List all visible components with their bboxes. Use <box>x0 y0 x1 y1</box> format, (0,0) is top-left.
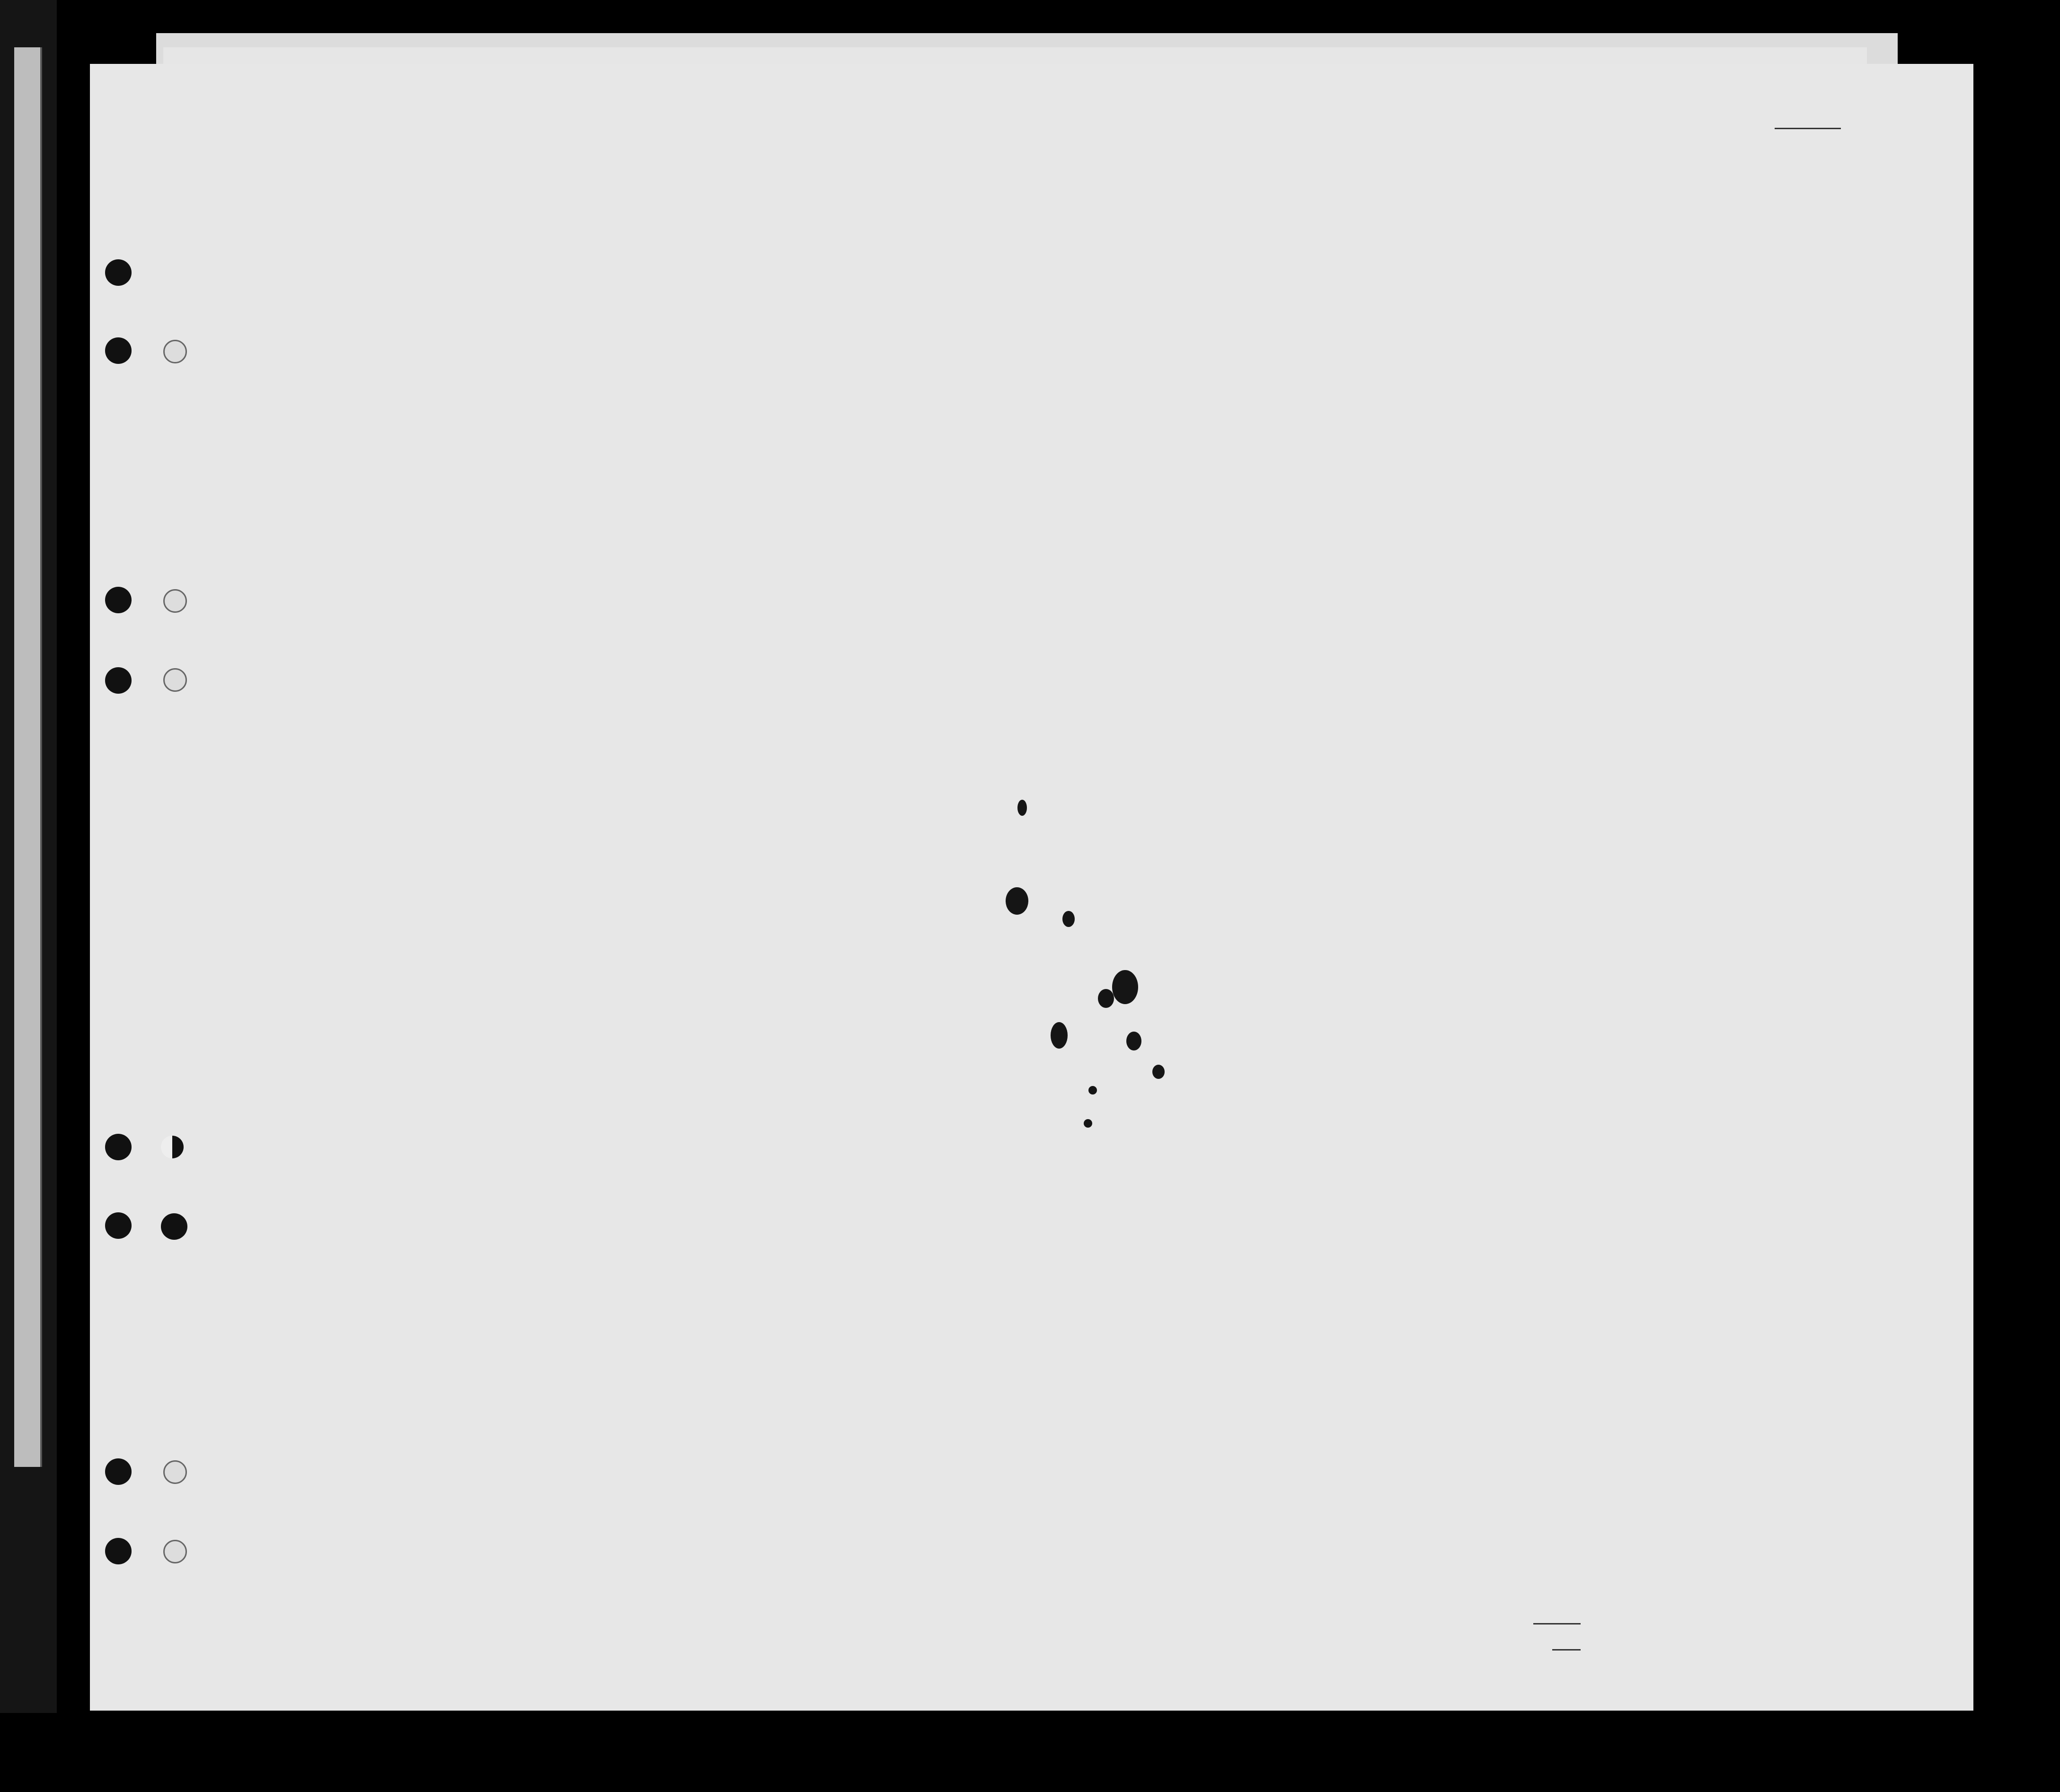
line-value <box>1533 1623 1581 1624</box>
owners-value <box>1552 1649 1581 1651</box>
ink-stain <box>1088 1086 1097 1095</box>
ink-stain <box>1017 800 1027 816</box>
ink-stain <box>1062 911 1075 927</box>
ink-stain <box>1051 1022 1068 1049</box>
list-number-block <box>1756 97 1841 128</box>
ink-stain <box>1112 970 1138 1004</box>
ink-stain <box>1126 1032 1141 1050</box>
ink-stain <box>1098 989 1114 1008</box>
ink-stain <box>1152 1065 1165 1079</box>
ink-stain <box>1084 1119 1092 1128</box>
list-number <box>1775 97 1841 129</box>
ink-stain <box>1006 887 1028 915</box>
